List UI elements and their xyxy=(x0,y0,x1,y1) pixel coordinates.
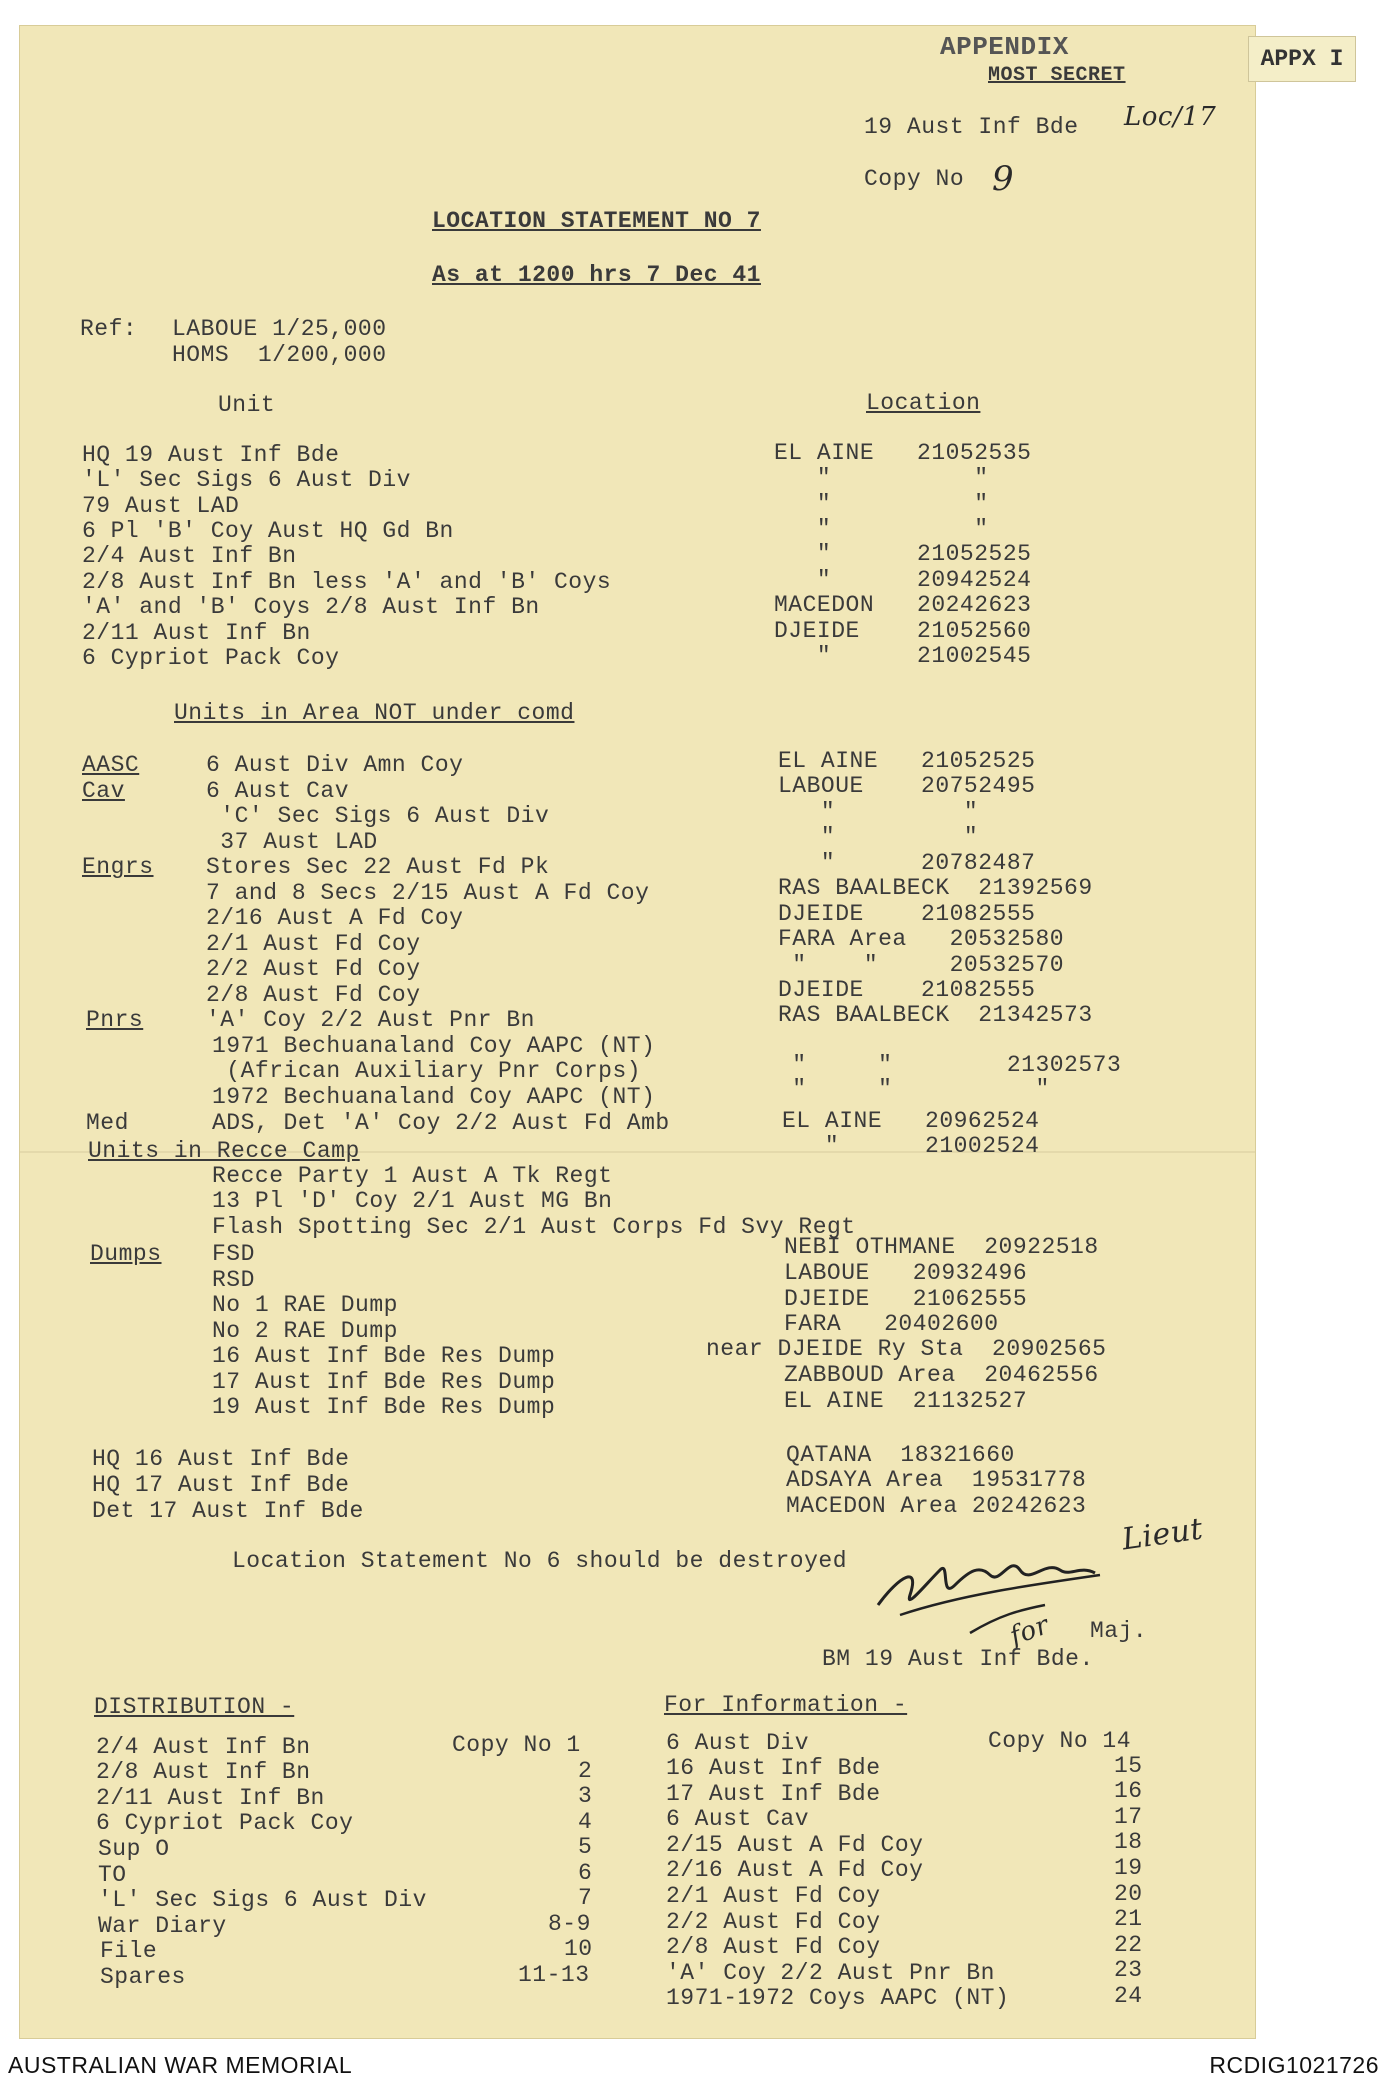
distribution-name: File xyxy=(100,1938,158,1964)
information-copy: 21 xyxy=(1114,1906,1143,1932)
unit-name: HQ 19 Aust Inf Bde xyxy=(82,442,340,468)
distribution-name: War Diary xyxy=(98,1913,227,1939)
as-at-time: As at 1200 hrs 7 Dec 41 xyxy=(432,262,761,288)
unit-name: 37 Aust LAD xyxy=(206,829,378,855)
unit-location: " " xyxy=(778,799,979,825)
unit-location: MACEDON Area 20242623 xyxy=(786,1493,1087,1519)
classification: MOST SECRET xyxy=(988,64,1126,87)
unit-location: EL AINE 21052525 xyxy=(778,748,1036,774)
category-label: Med xyxy=(86,1110,129,1136)
unit-name: 79 Aust LAD xyxy=(82,493,240,519)
distribution-name: 'L' Sec Sigs 6 Aust Div xyxy=(98,1887,427,1913)
unit-name: 1971 Bechuanaland Coy AAPC (NT) xyxy=(212,1033,656,1059)
distribution-copy: Copy No 1 xyxy=(452,1732,581,1758)
unit-location: near DJEIDE Ry Sta 20902565 xyxy=(706,1336,1107,1362)
information-name: 1971-1972 Coys AAPC (NT) xyxy=(666,1985,1010,2011)
unit-name: 'A' Coy 2/2 Aust Pnr Bn xyxy=(206,1007,535,1033)
unit-column-header: Unit xyxy=(218,392,276,418)
unit-name: Stores Sec 22 Aust Fd Pk xyxy=(206,854,550,880)
unit-name: ADS, Det 'A' Coy 2/2 Aust Fd Amb xyxy=(212,1110,670,1136)
unit-location: DJEIDE 21052560 xyxy=(774,618,1032,644)
unit-name: 16 Aust Inf Bde Res Dump xyxy=(212,1343,556,1369)
unit-location: " 20942524 xyxy=(774,567,1032,593)
unit-location: RAS BAALBECK 21392569 xyxy=(778,875,1093,901)
distribution-copy: 2 xyxy=(578,1758,593,1784)
unit-name: 2/8 Aust Inf Bn less 'A' and 'B' Coys xyxy=(82,569,612,595)
unit-location: FARA Area 20532580 xyxy=(778,926,1065,952)
distribution-name: TO xyxy=(98,1862,127,1888)
unit-location: " " 20532570 xyxy=(778,952,1065,978)
destroy-note: Location Statement No 6 should be destroyed xyxy=(232,1548,847,1574)
signature-rank: Lieut xyxy=(1119,1511,1206,1558)
category-label: Cav xyxy=(82,778,125,804)
unit-name: No 1 RAE Dump xyxy=(212,1292,398,1318)
unit-name: 2/1 Aust Fd Coy xyxy=(206,931,421,957)
information-name: 6 Aust Div xyxy=(666,1730,810,1756)
category-label: Dumps xyxy=(90,1241,162,1267)
record-id: RCDIG1021726 xyxy=(1209,2052,1379,2078)
unit-name: RSD xyxy=(212,1267,255,1293)
unit-location: EL AINE 21052535 xyxy=(774,440,1032,466)
information-copy: 19 xyxy=(1114,1855,1143,1881)
unit-location: " " 21302573 xyxy=(778,1052,1122,1078)
unit-name: 13 Pl 'D' Coy 2/1 Aust MG Bn xyxy=(212,1188,613,1214)
appendix-stamp: APPENDIX xyxy=(940,32,1069,62)
unit-location: EL AINE 21132527 xyxy=(784,1388,1028,1414)
document-title: LOCATION STATEMENT NO 7 xyxy=(432,208,761,234)
information-copy: 17 xyxy=(1114,1804,1143,1830)
information-copy: 23 xyxy=(1114,1957,1143,1983)
unit-location: " " xyxy=(774,465,989,491)
unit-name: 6 Cypriot Pack Coy xyxy=(82,645,340,671)
unit-name: Flash Spotting Sec 2/1 Aust Corps Fd Svy Regt xyxy=(212,1214,856,1240)
unit-name: FSD xyxy=(212,1241,255,1267)
distribution-copy: 5 xyxy=(578,1834,593,1860)
unit-name: 6 Pl 'B' Coy Aust HQ Gd Bn xyxy=(82,518,454,544)
unit-location: NEBI OTHMANE 20922518 xyxy=(784,1234,1099,1260)
distribution-copy: 10 xyxy=(564,1936,593,1962)
file-reference: Loc/17 xyxy=(1124,102,1217,132)
unit-location: FARA 20402600 xyxy=(784,1311,999,1337)
unit-location: " 21002545 xyxy=(774,643,1032,669)
unit-location: " " xyxy=(778,824,979,850)
unit-name: 19 Aust Inf Bde Res Dump xyxy=(212,1394,556,1420)
information-name: 'A' Coy 2/2 Aust Pnr Bn xyxy=(666,1960,995,1986)
unit-location: DJEIDE 21082555 xyxy=(778,901,1036,927)
unit-name: 1972 Bechuanaland Coy AAPC (NT) xyxy=(212,1084,656,1110)
unit-location: " " xyxy=(774,491,989,517)
unit-location: DJEIDE 21062555 xyxy=(784,1286,1028,1312)
category-label: Pnrs xyxy=(86,1007,144,1033)
unit-name: 2/4 Aust Inf Bn xyxy=(82,543,297,569)
information-name: 2/1 Aust Fd Coy xyxy=(666,1883,881,1909)
distribution-copy: 7 xyxy=(578,1885,593,1911)
issuer: 19 Aust Inf Bde xyxy=(864,114,1079,140)
distribution-name: Sup O xyxy=(98,1836,170,1862)
unit-location: " 20782487 xyxy=(778,850,1036,876)
information-name: 6 Aust Cav xyxy=(666,1806,810,1832)
distribution-heading: DISTRIBUTION - xyxy=(94,1694,295,1720)
unit-name: 'C' Sec Sigs 6 Aust Div xyxy=(206,803,550,829)
information-copy: 15 xyxy=(1114,1753,1143,1779)
unit-name: Recce Party 1 Aust A Tk Regt xyxy=(212,1163,613,1189)
unit-location: QATANA 18321660 xyxy=(786,1442,1015,1468)
unit-location: " 21002524 xyxy=(782,1133,1040,1159)
information-copy: 20 xyxy=(1114,1881,1143,1907)
information-name: 2/8 Aust Fd Coy xyxy=(666,1934,881,1960)
copy-label: Copy No xyxy=(864,166,965,192)
unit-name: 6 Aust Cav xyxy=(206,778,350,804)
unit-name: Det 17 Aust Inf Bde xyxy=(92,1498,364,1524)
unit-name: 17 Aust Inf Bde Res Dump xyxy=(212,1369,556,1395)
ref-map-2: HOMS 1/200,000 xyxy=(172,342,387,368)
unit-location: EL AINE 20962524 xyxy=(782,1108,1040,1134)
section-heading: Units in Area NOT under comd xyxy=(174,700,575,726)
information-copy: 24 xyxy=(1114,1983,1143,2009)
unit-name: No 2 RAE Dump xyxy=(212,1318,398,1344)
signatory-rank: Maj. xyxy=(1090,1618,1148,1644)
unit-name: 2/16 Aust A Fd Coy xyxy=(206,905,464,931)
unit-location: " " xyxy=(774,516,989,542)
unit-location: " 21052525 xyxy=(774,541,1032,567)
distribution-name: 2/11 Aust Inf Bn xyxy=(96,1785,325,1811)
unit-location: " " " xyxy=(778,1076,1050,1102)
distribution-name: 2/4 Aust Inf Bn xyxy=(96,1734,311,1760)
information-name: 2/2 Aust Fd Coy xyxy=(666,1909,881,1935)
distribution-copy: 8-9 xyxy=(548,1911,591,1937)
unit-name: (African Auxiliary Pnr Corps) xyxy=(212,1058,642,1084)
information-name: 2/16 Aust A Fd Coy xyxy=(666,1857,924,1883)
ref-map-1: LABOUE 1/25,000 xyxy=(172,316,387,342)
category-label: Engrs xyxy=(82,854,154,880)
distribution-copy: 6 xyxy=(578,1860,593,1886)
distribution-copy: 4 xyxy=(578,1809,593,1835)
unit-location: RAS BAALBECK 21342573 xyxy=(778,1002,1093,1028)
unit-location: MACEDON 20242623 xyxy=(774,592,1032,618)
information-copy: 16 xyxy=(1114,1778,1143,1804)
unit-name: 6 Aust Div Amn Coy xyxy=(206,752,464,778)
information-name: 17 Aust Inf Bde xyxy=(666,1781,881,1807)
unit-name: 'L' Sec Sigs 6 Aust Div xyxy=(82,467,411,493)
location-column-header: Location xyxy=(866,390,981,416)
unit-location: LABOUE 20932496 xyxy=(784,1260,1028,1286)
ref-label: Ref: xyxy=(80,316,138,342)
signatory-appointment: BM 19 Aust Inf Bde. xyxy=(822,1646,1094,1672)
unit-name: 2/8 Aust Fd Coy xyxy=(206,982,421,1008)
unit-name: 7 and 8 Secs 2/15 Aust A Fd Coy xyxy=(206,880,650,906)
information-heading: For Information - xyxy=(664,1692,908,1718)
archive-credit: AUSTRALIAN WAR MEMORIAL xyxy=(8,2052,353,2078)
signature-for: for xyxy=(1006,1610,1054,1652)
information-name: 16 Aust Inf Bde xyxy=(666,1755,881,1781)
unit-location: ZABBOUD Area 20462556 xyxy=(784,1362,1099,1388)
copy-number: 9 xyxy=(992,159,1015,199)
unit-name: HQ 16 Aust Inf Bde xyxy=(92,1446,350,1472)
appendix-tab: APPX I xyxy=(1248,36,1356,82)
information-name: 2/15 Aust A Fd Coy xyxy=(666,1832,924,1858)
information-copy: 18 xyxy=(1114,1829,1143,1855)
section-heading: Units in Recce Camp xyxy=(88,1138,360,1164)
unit-location: LABOUE 20752495 xyxy=(778,773,1036,799)
category-label: AASC xyxy=(82,752,140,778)
unit-name: 2/2 Aust Fd Coy xyxy=(206,956,421,982)
distribution-name: 6 Cypriot Pack Coy xyxy=(96,1810,354,1836)
distribution-copy: 11-13 xyxy=(518,1962,590,1988)
unit-location: ADSAYA Area 19531778 xyxy=(786,1467,1087,1493)
information-copy: 22 xyxy=(1114,1932,1143,1958)
distribution-copy: 3 xyxy=(578,1783,593,1809)
unit-location: DJEIDE 21082555 xyxy=(778,977,1036,1003)
distribution-name: 2/8 Aust Inf Bn xyxy=(96,1759,311,1785)
unit-name: 'A' and 'B' Coys 2/8 Aust Inf Bn xyxy=(82,594,540,620)
unit-name: 2/11 Aust Inf Bn xyxy=(82,620,311,646)
information-copy: Copy No 14 xyxy=(988,1728,1132,1754)
unit-name: HQ 17 Aust Inf Bde xyxy=(92,1472,350,1498)
distribution-name: Spares xyxy=(100,1964,186,1990)
